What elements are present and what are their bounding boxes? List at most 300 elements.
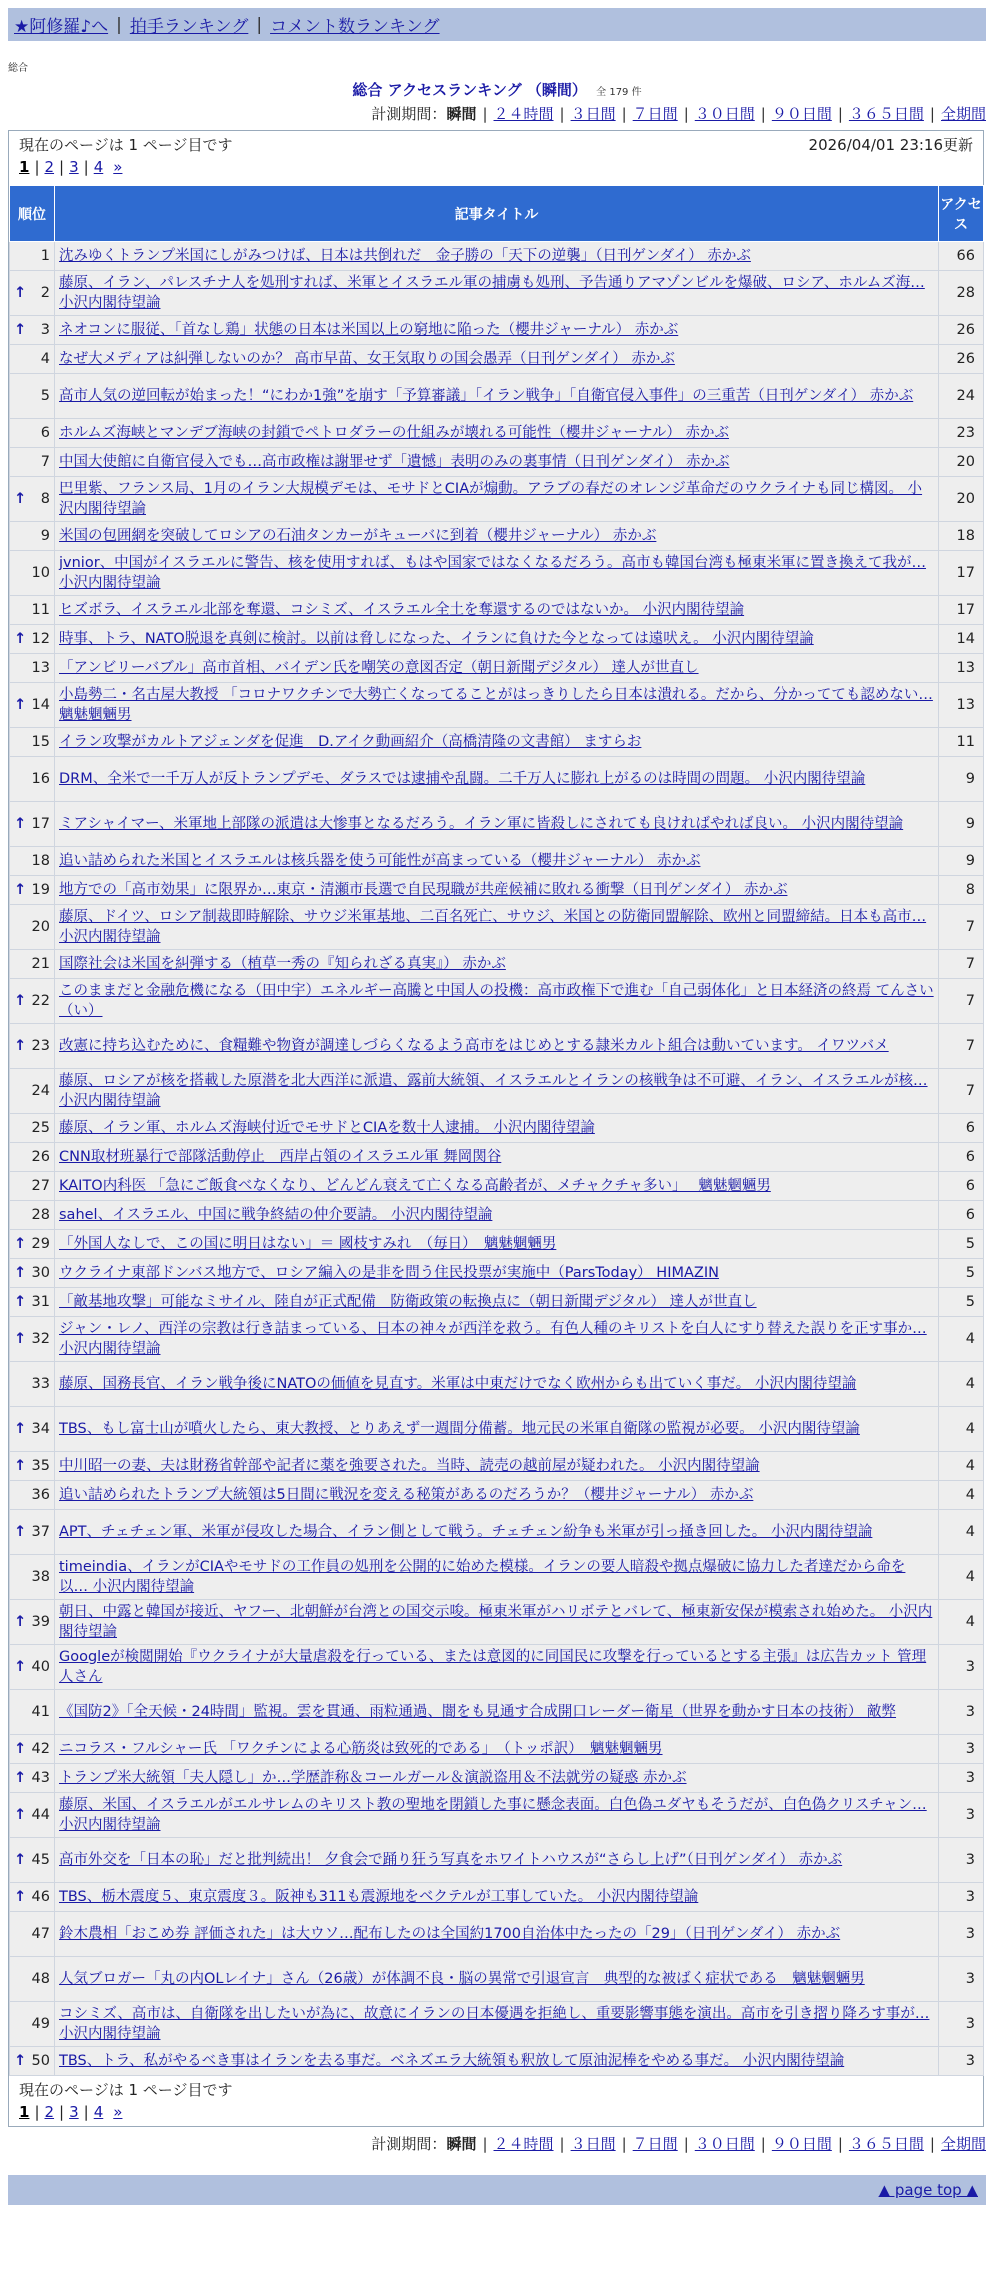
- article-title-link[interactable]: 中国大使館に自衛官侵入でも…高市政権は謝罪せず「遺憾」表明のみの裏事情（日刊ゲンダイ） 赤かぶ: [59, 454, 730, 470]
- access-count: 18: [939, 522, 984, 551]
- article-title-link[interactable]: 沈みゆくトランプ米国にしがみつけば、日本は共倒れだ 金子勝の「天下の逆襲」（日刊ゲンダイ） 赤かぶ: [59, 248, 751, 264]
- access-count: 3: [939, 1883, 984, 1912]
- article-title-link[interactable]: timeindia、イランがCIAやモサドの工作員の処刑を公開的に始めた模様。イランの要人暗殺や拠点爆破に協力した者達だから命を以… 小沢内閣待望論: [59, 1559, 906, 1595]
- period-option[interactable]: ２４時間: [493, 2135, 554, 2153]
- access-count: 4: [939, 1481, 984, 1510]
- title-cell: [55, 1793, 939, 1838]
- rank-number: 6: [40, 425, 50, 441]
- title-cell: [55, 345, 939, 374]
- table-row: [10, 448, 984, 477]
- article-title-link[interactable]: ネオコンに服従、「首なし鶏」状態の日本は米国以上の窮地に陥った（櫻井ジャーナル） 赤かぶ: [59, 322, 679, 338]
- table-row: [10, 477, 984, 522]
- article-title-link[interactable]: DRM、全米で一千万人が反トランプデモ、ダラスでは逮捕や乱闘。二千万人に膨れ上がるのは時間の問題。 小沢内閣待望論: [59, 771, 866, 787]
- clap-ranking-link[interactable]: 拍手ランキング: [129, 17, 249, 37]
- access-count: 4: [939, 1600, 984, 1645]
- title-cell: [55, 551, 939, 596]
- article-title-link[interactable]: ニコラス・フルシャー氏 「ワクチンによる心筋炎は致死的である」 （トッポ訳） 魑魅魍魎男: [59, 1741, 663, 1757]
- rank-number: 41: [31, 1704, 50, 1720]
- access-count: 5: [939, 1259, 984, 1288]
- access-count: 3: [939, 1793, 984, 1838]
- article-title-link[interactable]: TBS、トラ、私がやるべき事はイランを去る事だ。ベネズエラ大統領も釈放して原油泥棒をやめる事だ。 小沢内閣待望論: [59, 2053, 845, 2069]
- title-cell: [55, 374, 939, 419]
- page-info-bottom: [9, 2076, 983, 2126]
- rank-up-arrow-icon: ↑: [14, 1236, 27, 1252]
- access-count: 11: [939, 728, 984, 757]
- rank-number: 21: [31, 956, 50, 972]
- rank-cell: [10, 1114, 55, 1143]
- table-row: [10, 1510, 984, 1555]
- table-row: [10, 654, 984, 683]
- footer-bar: [8, 2175, 986, 2205]
- article-title-link[interactable]: 米国の包囲網を突破してロシアの石油タンカーがキューバに到着（櫻井ジャーナル） 赤かぶ: [59, 528, 657, 544]
- access-count: 28: [939, 271, 984, 316]
- top-nav: [8, 8, 986, 41]
- rank-cell: [10, 316, 55, 345]
- period-separator: |: [559, 105, 565, 123]
- pager-page-link[interactable]: 2: [44, 158, 55, 176]
- pager-separator: |: [59, 2103, 65, 2121]
- article-title-link[interactable]: 国際社会は米国を糾弾する（植草一秀の『知られざる真実』） 赤かぶ: [59, 956, 506, 972]
- rank-number: 49: [31, 2016, 50, 2032]
- period-option[interactable]: ３０日間: [694, 2135, 755, 2153]
- rank-up-arrow-icon: ↑: [14, 2053, 27, 2069]
- title-cell: [55, 905, 939, 950]
- access-count: 8: [939, 876, 984, 905]
- period-option[interactable]: ９０日間: [771, 105, 832, 123]
- table-row: [10, 1024, 984, 1069]
- rank-cell: [10, 522, 55, 551]
- rank-cell: [10, 654, 55, 683]
- rank-cell: [10, 477, 55, 522]
- pager-page-link[interactable]: 4: [93, 158, 104, 176]
- table-row: [10, 1481, 984, 1510]
- access-count: 5: [939, 1230, 984, 1259]
- access-count: 13: [939, 654, 984, 683]
- access-count: 14: [939, 625, 984, 654]
- pager-separator: |: [83, 158, 89, 176]
- rank-cell: [10, 551, 55, 596]
- access-count: 6: [939, 1201, 984, 1230]
- access-count: 7: [939, 979, 984, 1024]
- article-title-link[interactable]: 追い詰められたトランプ大統領は5日間に戦況を変える秘策があるのだろうか？（櫻井ジャーナル） 赤かぶ: [59, 1487, 754, 1503]
- rank-number: 13: [31, 660, 50, 676]
- rank-cell: [10, 1645, 55, 1690]
- rank-cell: [10, 448, 55, 477]
- article-title-link[interactable]: 藤原、ロシアが核を搭載した原潜を北大西洋に派遣、露前大統領、イスラエルとイランの核戦争は不可避、イラン、イスラエルが核… 小沢内閣待望論: [59, 1073, 928, 1109]
- access-count: 4: [939, 1452, 984, 1481]
- rank-cell: [10, 374, 55, 419]
- access-count: 4: [939, 1317, 984, 1362]
- rank-up-arrow-icon: ↑: [14, 816, 27, 832]
- article-title-link[interactable]: ジャン・レノ、西洋の宗教は行き詰まっている、日本の神々が西洋を救う。有色人種のキリストを白人にすり替えた誤りを正す事か… 小沢内閣待望論: [59, 1321, 927, 1357]
- article-title-link[interactable]: 改憲に持ち込むために、食糧難や物資が調達しづらくなるよう高市をはじめとする隷米カルト組合は動いています。 イワツバメ: [59, 1038, 889, 1054]
- rank-cell: [10, 905, 55, 950]
- title-cell: [55, 847, 939, 876]
- article-title-link[interactable]: 高市人気の逆回転が始まった！“にわか1強”を崩す「予算審議」「イラン戦争」「自衛官侵入事件」の三重苦（日刊ゲンダイ） 赤かぶ: [59, 388, 914, 404]
- table-row: [10, 802, 984, 847]
- rank-cell: [10, 728, 55, 757]
- rank-number: 47: [31, 1926, 50, 1942]
- access-count: 24: [939, 374, 984, 419]
- period-separator: |: [559, 2135, 565, 2153]
- period-option[interactable]: 全期間: [940, 2135, 986, 2153]
- pager-current-page: 1: [19, 158, 30, 176]
- table-row: [10, 374, 984, 419]
- pager-page-link[interactable]: 3: [69, 158, 79, 176]
- article-title-link[interactable]: KAITO内科医 「急にご飯食べなくなり、どんどん衰えて亡くなる高齢者が、メチャクチャ多い」 魑魅魍魎男: [59, 1178, 771, 1194]
- rank-cell: [10, 1883, 55, 1912]
- table-row: [10, 1883, 984, 1912]
- rank-up-arrow-icon: ↑: [14, 1458, 27, 1474]
- period-separator: |: [621, 105, 627, 123]
- pager-page-link[interactable]: 2: [44, 2103, 55, 2121]
- title-cell: [55, 477, 939, 522]
- period-option[interactable]: ３６５日間: [848, 2135, 924, 2153]
- access-count: 4: [939, 1555, 984, 1600]
- rank-number: 16: [31, 771, 50, 787]
- access-count: 13: [939, 683, 984, 728]
- rank-number: 37: [31, 1524, 50, 1540]
- rank-cell: [10, 242, 55, 271]
- title-cell: [55, 979, 939, 1024]
- rank-number: 19: [31, 882, 50, 898]
- table-row: [10, 1259, 984, 1288]
- category-label: 総合: [8, 63, 28, 74]
- rank-number: 33: [31, 1376, 50, 1392]
- access-count: 9: [939, 847, 984, 876]
- rank-up-arrow-icon: ↑: [14, 697, 27, 713]
- title-cell: [55, 1317, 939, 1362]
- title-cell: [55, 728, 939, 757]
- title-cell: [55, 522, 939, 551]
- rank-number: 27: [31, 1178, 50, 1194]
- title-cell: [55, 271, 939, 316]
- table-row: [10, 1201, 984, 1230]
- pager-next-link[interactable]: »: [113, 2103, 123, 2121]
- title-cell: [55, 1912, 939, 1957]
- article-title-link[interactable]: APT、チェチェン軍、米軍が侵攻した場合、イラン側として戦う。チェチェン紛争も米軍が引っ掻き回した。 小沢内閣待望論: [59, 1524, 873, 1540]
- table-row: [10, 1143, 984, 1172]
- access-count: 3: [939, 1838, 984, 1883]
- rank-up-arrow-icon: ↑: [14, 285, 27, 301]
- table-row: [10, 979, 984, 1024]
- article-title-link[interactable]: ホルムズ海峡とマンデブ海峡の封鎖でペトロダラーの仕組みが壊れる可能性（櫻井ジャーナル） 赤かぶ: [59, 425, 730, 441]
- article-title-link[interactable]: なぜ大メディアは糾弾しないのか？ 高市早苗、女王気取りの国会愚弄（日刊ゲンダイ） 赤かぶ: [59, 351, 675, 367]
- article-title-link[interactable]: 鈴木農相「おこめ券 評価された」は大ウソ…配布したのは全国約1700自治体中たったの「29」（日刊ゲンダイ） 赤かぶ: [59, 1926, 841, 1942]
- rank-number: 32: [31, 1331, 50, 1347]
- article-title-link[interactable]: 「敵基地攻撃」可能なミサイル、陸自が正式配備 防衛政策の転換点に（朝日新聞デジタル） 達人が世直し: [59, 1294, 757, 1310]
- title-cell: [55, 1690, 939, 1735]
- rank-number: 43: [31, 1770, 50, 1786]
- title-cell: [55, 1143, 939, 1172]
- rank-cell: [10, 1555, 55, 1600]
- article-title-link[interactable]: TBS、もし富士山が噴火したら、東大教授、とりあえず一週間分備蓄。地元民の米軍自衛隊の監視が必要。 小沢内閣待望論: [59, 1421, 860, 1437]
- title-cell: [55, 1452, 939, 1481]
- rank-cell: [10, 1288, 55, 1317]
- period-option[interactable]: ９０日間: [771, 2135, 832, 2153]
- rank-cell: [10, 1793, 55, 1838]
- period-separator: |: [837, 2135, 843, 2153]
- rank-number: 20: [31, 919, 50, 935]
- rank-cell: [10, 1172, 55, 1201]
- title-cell: [55, 1407, 939, 1452]
- access-count: 20: [939, 477, 984, 522]
- article-title-link[interactable]: 「アンビリーバブル」高市首相、バイデン氏を嘲笑の意図否定（朝日新聞デジタル） 達人が世直し: [59, 660, 699, 676]
- table-row: [10, 551, 984, 596]
- page-top-link[interactable]: ▲ page top ▲: [878, 2181, 978, 2199]
- table-row: [10, 1555, 984, 1600]
- rank-cell: [10, 1201, 55, 1230]
- access-count: 7: [939, 950, 984, 979]
- table-row: [10, 950, 984, 979]
- rank-number: 28: [31, 1207, 50, 1223]
- period-option[interactable]: ７日間: [632, 2135, 678, 2153]
- period-option[interactable]: ７日間: [632, 105, 678, 123]
- period-option[interactable]: ３６５日間: [848, 105, 924, 123]
- article-title-link[interactable]: 「外国人なしで、この国に明日はない」＝ 國枝すみれ （毎日） 魑魅魍魎男: [59, 1236, 557, 1252]
- rank-up-arrow-icon: ↑: [14, 1421, 27, 1437]
- article-title-link[interactable]: 小島勢二・名古屋大教授 「コロナワクチンで大勢亡くなってることがはっきりしたら日本は潰れる。だから、分かってても認めない… 魑魅魍魎男: [59, 687, 933, 723]
- rank-number: 50: [31, 2053, 50, 2069]
- table-row: [10, 1317, 984, 1362]
- access-count: 3: [939, 2047, 984, 2076]
- rank-number: 7: [40, 454, 50, 470]
- rank-number: 17: [31, 816, 50, 832]
- title-cell: [55, 1510, 939, 1555]
- title-cell: [55, 448, 939, 477]
- article-title-link[interactable]: 藤原、イラン軍、ホルムズ海峡付近でモサドとCIAを数十人逮捕。 小沢内閣待望論: [59, 1120, 595, 1136]
- article-title-link[interactable]: 朝日、中露と韓国が接近、ヤフー、北朝鮮が台湾との国交示唆。極東米軍がハリボテとバレて、極東新安保が模索され始めた。 小沢内閣待望論: [59, 1604, 933, 1640]
- title-cell: [55, 1362, 939, 1407]
- table-row: [10, 1230, 984, 1259]
- table-row: [10, 876, 984, 905]
- title-cell: [55, 419, 939, 448]
- table-row: [10, 316, 984, 345]
- rank-cell: [10, 1957, 55, 2002]
- access-count: 6: [939, 1172, 984, 1201]
- period-separator: |: [621, 2135, 627, 2153]
- access-count: 26: [939, 316, 984, 345]
- period-option[interactable]: ３０日間: [694, 105, 755, 123]
- table-row: [10, 522, 984, 551]
- title-cell: [55, 1600, 939, 1645]
- title-cell: [55, 242, 939, 271]
- title-cell: [55, 654, 939, 683]
- pager-page-link[interactable]: 3: [69, 2103, 79, 2121]
- article-title-link[interactable]: ヒズボラ、イスラエル北部を奪還、コシミズ、イスラエル全土を奪還するのではないか。 小沢内閣待望論: [59, 602, 745, 618]
- ranking-table: [9, 185, 984, 2076]
- title-cell: [55, 1114, 939, 1143]
- article-title-link[interactable]: 高市外交を「日本の恥」だと批判続出！ 夕食会で踊り狂う写真をホワイトハウスが“さらし上げ”（日刊ゲンダイ） 赤かぶ: [59, 1852, 843, 1868]
- rank-number: 35: [31, 1458, 50, 1474]
- page-info-top: [9, 131, 983, 185]
- rank-number: 45: [31, 1852, 50, 1868]
- period-option[interactable]: ２４時間: [493, 105, 554, 123]
- rank-cell: [10, 847, 55, 876]
- access-count: 26: [939, 345, 984, 374]
- period-option-active: 瞬間: [446, 105, 477, 123]
- title-cell: [55, 1764, 939, 1793]
- article-title-link[interactable]: ミアシャイマー、米軍地上部隊の派遣は大惨事となるだろう。イラン軍に皆殺しにされても良ければやれば良い。 小沢内閣待望論: [59, 816, 904, 832]
- table-row: [10, 2002, 984, 2047]
- title-cell: [55, 1645, 939, 1690]
- access-count: 3: [939, 1764, 984, 1793]
- article-title-link[interactable]: CNN取材班暴行で部隊活動停止 西岸占領のイスラエル軍 舞岡関谷: [59, 1149, 502, 1165]
- current-page-text: 現在のページは 1 ページ目です: [19, 136, 233, 154]
- rank-up-arrow-icon: ↑: [14, 631, 27, 647]
- ranking-container: [8, 130, 984, 2127]
- pager-current-page: 1: [19, 2103, 30, 2121]
- article-title-link[interactable]: 人気ブロガー「丸の内OLレイナ」さん（26歳）が体調不良・脳の異常で引退宣言 典型的な被ばく症状である 魑魅魍魎男: [59, 1971, 865, 1987]
- table-row: [10, 596, 984, 625]
- access-count: 7: [939, 905, 984, 950]
- title-cell: [55, 1172, 939, 1201]
- period-separator: |: [482, 2135, 488, 2153]
- rank-number: 3: [40, 322, 50, 338]
- access-count: 4: [939, 1510, 984, 1555]
- rank-number: 11: [31, 602, 50, 618]
- table-row: [10, 1645, 984, 1690]
- article-title-link[interactable]: このままだと金融危機になる（田中宇）エネルギー高騰と中国人の投機：高市政権下で進む「自己弱体化」と日本経済の終焉 てんさい（い）: [59, 983, 934, 1019]
- access-count: 3: [939, 1735, 984, 1764]
- period-selector-top: [0, 103, 986, 125]
- rank-number: 39: [31, 1614, 50, 1630]
- rank-up-arrow-icon: ↑: [14, 1265, 27, 1281]
- article-title-link[interactable]: 《国防2》「全天候・24時間」監視。雲を貫通、雨粒通過、闇をも見通す合成開口レーダー衛星（世界を動かす日本の技術） 敵弊: [59, 1704, 897, 1720]
- rank-number: 8: [40, 491, 50, 507]
- rank-cell: [10, 1764, 55, 1793]
- period-option[interactable]: ３日間: [570, 2135, 616, 2153]
- article-title-link[interactable]: 藤原、米国、イスラエルがエルサレムのキリスト教の聖地を閉鎖した事に懸念表面。白色偽ユダヤもそうだが、白色偽クリスチャン… 小沢内閣待望論: [59, 1797, 927, 1833]
- rank-cell: [10, 802, 55, 847]
- table-row: [10, 242, 984, 271]
- article-title-link[interactable]: イラン攻撃がカルトアジェンダを促進 D.アイク動画紹介（高橋清隆の文書館） ますらお: [59, 734, 642, 750]
- rank-number: 26: [31, 1149, 50, 1165]
- total-count: 全 179 件: [596, 87, 642, 98]
- comment-ranking-link[interactable]: コメント数ランキング: [270, 17, 440, 37]
- rank-cell: [10, 1510, 55, 1555]
- article-title-link[interactable]: 藤原、イラン、パレスチナ人を処刑すれば、米軍とイスラエル軍の捕虜も処刑、予告通りアマゾンビルを爆破、ロシア、ホルムズ海… 小沢内閣待望論: [59, 275, 925, 311]
- table-row: [10, 1288, 984, 1317]
- table-row: [10, 625, 984, 654]
- table-row: [10, 345, 984, 374]
- title-cell: [55, 316, 939, 345]
- rank-number: 40: [31, 1659, 50, 1675]
- rank-cell: [10, 1912, 55, 1957]
- pager-page-link[interactable]: 4: [93, 2103, 104, 2121]
- table-row: [10, 905, 984, 950]
- period-separator: |: [683, 105, 689, 123]
- article-title-link[interactable]: Googleが検閲開始『ウクライナが大量虐殺を行っている、または意図的に同国民に攻撃を行っているとする主張』は広告カット 管理人さん: [59, 1649, 927, 1685]
- pager-separator: |: [59, 158, 65, 176]
- rank-number: 10: [31, 565, 50, 581]
- pager-bottom: [19, 2100, 973, 2124]
- article-title-link[interactable]: ウクライナ東部ドンバス地方で、ロシア編入の是非を問う住民投票が実施中（ParsToday） HIMAZIN: [59, 1265, 719, 1281]
- access-count: 4: [939, 1362, 984, 1407]
- article-title-link[interactable]: トランプ米大統領「夫人隠し」か…学歴詐称＆コールガール＆演説盗用＆不法就労の疑惑 赤かぶ: [59, 1770, 687, 1786]
- article-title-link[interactable]: 巴里紫、フランス局、1月のイラン大規模デモは、モサドとCIAが煽動。アラブの春だのオレンジ革命だのウクライナも同じ構図。 小沢内閣待望論: [59, 481, 923, 517]
- title-cell: [55, 950, 939, 979]
- title-cell: [55, 596, 939, 625]
- table-row: [10, 1172, 984, 1201]
- access-count: 5: [939, 1288, 984, 1317]
- article-title-link[interactable]: 中川昭一の妻、夫は財務省幹部や記者に薬を強要された。当時、読売の越前屋が疑われた。 小沢内閣待望論: [59, 1458, 760, 1474]
- article-title-link[interactable]: sahel、イスラエル、中国に戦争終結の仲介要請。 小沢内閣待望論: [59, 1207, 493, 1223]
- rank-up-arrow-icon: ↑: [14, 1294, 27, 1310]
- rank-number: 34: [31, 1421, 50, 1437]
- rank-number: 31: [31, 1294, 50, 1310]
- article-title-link[interactable]: 地方での「高市効果」に限界か…東京・清瀬市長選で自民現職が共産候補に敗れる衝撃（日刊ゲンダイ） 赤かぶ: [59, 882, 788, 898]
- article-title-link[interactable]: 藤原、国務長官、イラン戦争後にNATOの価値を見直す。米軍は中東だけでなく欧州からも出ていく事だ。 小沢内閣待望論: [59, 1376, 857, 1392]
- table-row: [10, 1735, 984, 1764]
- rank-cell: [10, 876, 55, 905]
- rank-cell: [10, 2047, 55, 2076]
- rank-up-arrow-icon: ↑: [14, 1741, 27, 1757]
- article-title-link[interactable]: jvnior、中国がイスラエルに警告、核を使用すれば、もはや国家ではなくなるだろう。高市も韓国台湾も極東米軍に置き換えて我が… 小沢内閣待望論: [59, 555, 927, 591]
- rank-number: 38: [31, 1569, 50, 1585]
- title-cell: [55, 1883, 939, 1912]
- rank-header: 順位: [10, 186, 55, 242]
- rank-cell: [10, 757, 55, 802]
- rank-number: 30: [31, 1265, 50, 1281]
- article-title-link[interactable]: 時事、トラ、NATO脱退を真剣に検討。以前は脅しになった、イランに負けた今となっては遠吠え。 小沢内閣待望論: [59, 631, 814, 647]
- access-count: 17: [939, 596, 984, 625]
- access-count: 6: [939, 1143, 984, 1172]
- title-cell: [55, 802, 939, 847]
- pager-top: [19, 155, 973, 179]
- access-count: 17: [939, 551, 984, 596]
- rank-number: 42: [31, 1741, 50, 1757]
- rank-number: 14: [31, 697, 50, 713]
- access-count: 9: [939, 802, 984, 847]
- rank-cell: [10, 979, 55, 1024]
- rank-number: 36: [31, 1487, 50, 1503]
- table-row: [10, 1114, 984, 1143]
- rank-up-arrow-icon: ↑: [14, 1038, 27, 1054]
- nav-separator: |: [116, 14, 122, 35]
- article-title-link[interactable]: 藤原、ドイツ、ロシア制裁即時解除、サウジ米軍基地、二百名死亡、サウジ、米国との防衛同盟解除、欧州と同盟締結。日本も高市… 小沢内閣待望論: [59, 909, 927, 945]
- rank-cell: [10, 1600, 55, 1645]
- period-option[interactable]: ３日間: [570, 105, 616, 123]
- access-count: 20: [939, 448, 984, 477]
- current-page-text: 現在のページは 1 ページ目です: [19, 2081, 233, 2099]
- article-title-link[interactable]: コシミズ、高市は、自衛隊を出したいが為に、故意にイランの日本優遇を拒絶し、重要影響事態を演出。高市を引き摺り降ろす事が… 小沢内閣待望論: [59, 2006, 930, 2042]
- article-title-link[interactable]: TBS、栃木震度５、東京震度３。阪神も311も震源地をベクテルが工事していた。 小沢内閣待望論: [59, 1889, 699, 1905]
- table-row: [10, 419, 984, 448]
- period-separator: |: [929, 105, 935, 123]
- table-row: [10, 1912, 984, 1957]
- page-title-text: 総合 アクセスランキング （瞬間）: [352, 81, 587, 99]
- period-separator: |: [929, 2135, 935, 2153]
- home-link[interactable]: ★阿修羅♪へ: [14, 17, 109, 37]
- title-cell: [55, 1259, 939, 1288]
- rank-number: 24: [31, 1083, 50, 1099]
- table-row: [10, 847, 984, 876]
- table-row: [10, 271, 984, 316]
- access-count: 3: [939, 1957, 984, 2002]
- title-cell: [55, 625, 939, 654]
- rank-number: 9: [40, 528, 50, 544]
- table-row: [10, 1838, 984, 1883]
- pager-next-link[interactable]: »: [113, 158, 123, 176]
- rank-up-arrow-icon: ↑: [14, 1807, 27, 1823]
- rank-cell: [10, 271, 55, 316]
- title-cell: [55, 1735, 939, 1764]
- nav-separator: |: [256, 14, 263, 35]
- rank-cell: [10, 1317, 55, 1362]
- article-title-link[interactable]: 追い詰められた米国とイスラエルは核兵器を使う可能性が高まっている（櫻井ジャーナル） 赤かぶ: [59, 853, 701, 869]
- period-option[interactable]: 全期間: [940, 105, 986, 123]
